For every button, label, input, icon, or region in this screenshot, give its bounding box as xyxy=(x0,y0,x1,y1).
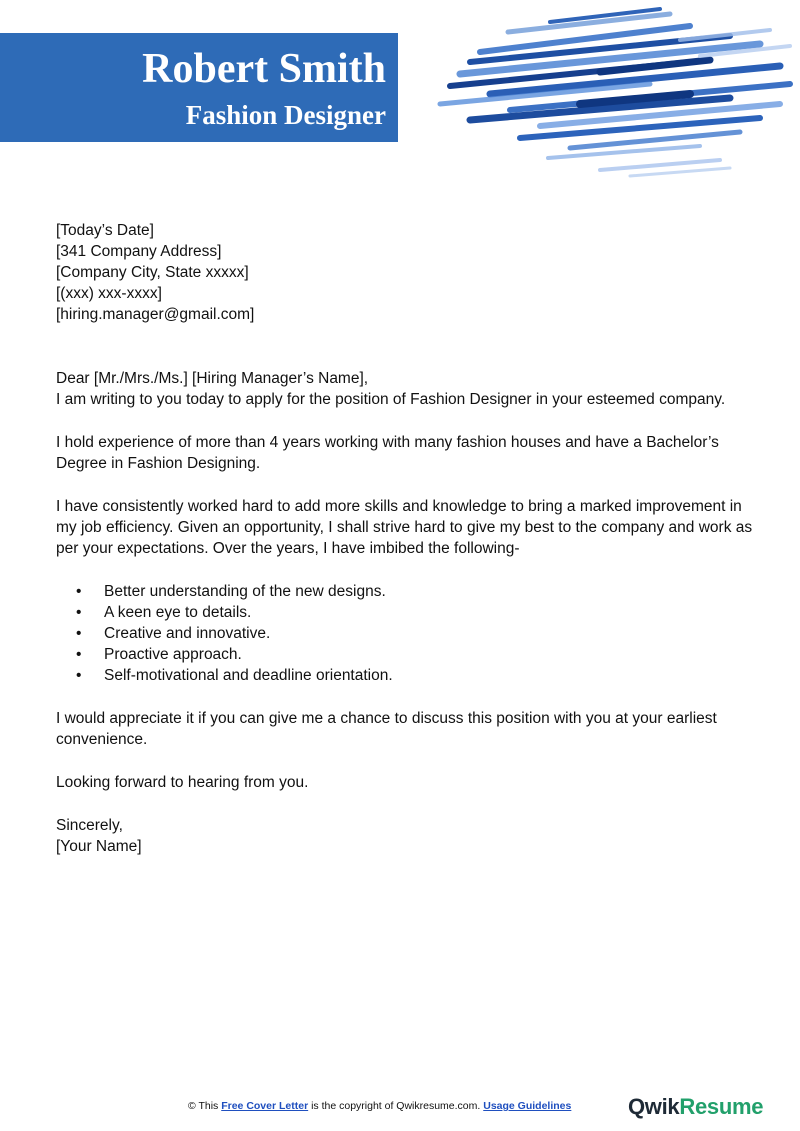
intro-paragraph: I am writing to you today to apply for the position of Fashion Designer in your esteemed company. xyxy=(56,391,726,408)
skills-paragraph: I have consistently worked hard to add more skills and knowledge to bring a marked improvement in my job efficiency. Given an opportunity, I shall strive hard to give my best to the company and work as per your expectations. Over the years, I have imbibed the following- xyxy=(56,498,753,557)
bullet-icon: • xyxy=(76,583,82,600)
list-item: • Self-motivational and deadline orientation. xyxy=(76,667,393,684)
list-item: • Proactive approach. xyxy=(76,646,242,663)
logo-part-qwik: Qwik xyxy=(628,1094,680,1119)
address-line-email: [hiring.manager@gmail.com] xyxy=(56,306,255,323)
header-banner xyxy=(0,33,398,142)
list-item: • Creative and innovative. xyxy=(76,625,271,642)
bullet-icon: • xyxy=(76,667,82,684)
decorative-stripes xyxy=(430,0,800,185)
signature: [Your Name] xyxy=(56,838,142,855)
free-cover-letter-link[interactable]: Free Cover Letter xyxy=(221,1100,309,1112)
bullet-icon: • xyxy=(76,625,82,642)
copyright-middle: is the copyright of Qwikresume.com. xyxy=(308,1100,484,1112)
applicant-name: Robert Smith xyxy=(142,46,386,92)
usage-guidelines-link[interactable]: Usage Guidelines xyxy=(483,1100,572,1112)
looking-forward-paragraph: Looking forward to hearing from you. xyxy=(56,774,309,791)
closing: Sincerely, xyxy=(56,817,123,834)
recipient-address xyxy=(56,241,756,325)
copyright-footer xyxy=(188,1100,571,1112)
logo-part-resume: Resume xyxy=(679,1094,764,1119)
bullet-icon: • xyxy=(76,604,82,621)
address-line-city: [Company City, State xxxxx] xyxy=(56,264,249,281)
cover-letter-body xyxy=(56,220,756,857)
request-paragraph: I would appreciate it if you can give me a chance to discuss this position with you at your earliest convenience. xyxy=(56,710,717,748)
experience-paragraph: I hold experience of more than 4 years working with many fashion houses and have a Bachelor’s Degree in Fashion Designing. xyxy=(56,434,719,472)
letter-date: [Today’s Date] xyxy=(56,222,154,239)
address-line-phone: [(xxx) xxx-xxxx] xyxy=(56,285,162,302)
list-item: • A keen eye to details. xyxy=(76,604,252,621)
qualities-list xyxy=(56,581,756,686)
address-line-street: [341 Company Address] xyxy=(56,243,222,260)
list-item: • Better understanding of the new designs. xyxy=(76,583,386,600)
applicant-job-title: Fashion Designer xyxy=(185,100,386,130)
copyright-prefix: © This xyxy=(188,1100,222,1112)
bullet-icon: • xyxy=(76,646,82,663)
salutation: Dear [Mr./Mrs./Ms.] [Hiring Manager’s Name], xyxy=(56,370,369,387)
qwikresume-logo xyxy=(628,1094,763,1120)
